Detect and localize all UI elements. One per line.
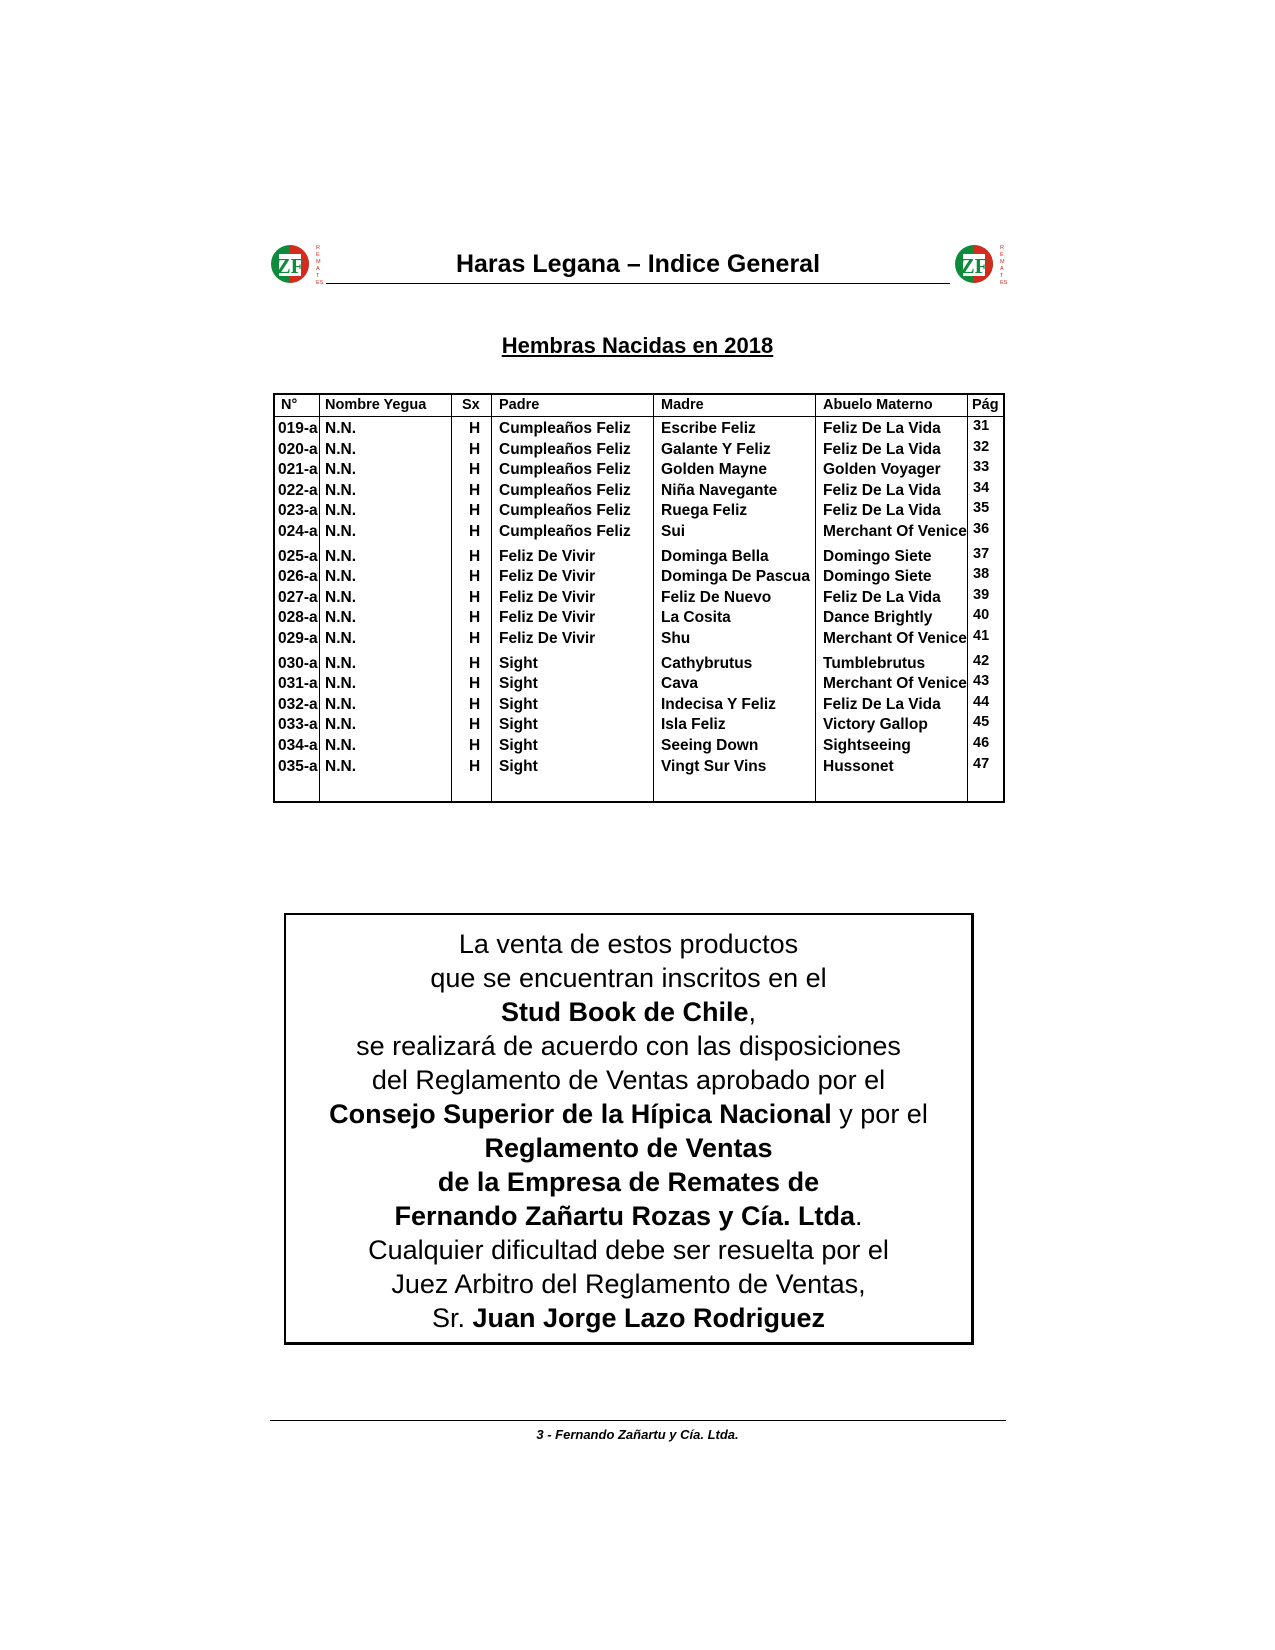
lot-number: 032-a [278, 695, 318, 713]
lot-number: 035-a [278, 757, 318, 775]
page-number: 42 [973, 652, 990, 669]
page-number: 40 [973, 607, 990, 624]
lot-number: 028-a [278, 609, 318, 627]
dam-name: Cava [661, 675, 699, 693]
lot-number: 023-a [278, 502, 318, 520]
sex: H [469, 588, 481, 606]
page-number: 39 [973, 586, 990, 603]
sire-name: Feliz De Vivir [499, 630, 596, 647]
maternal-grandsire: Feliz De La Vida [823, 420, 941, 437]
dam-name: Seeing Down [661, 737, 759, 754]
table-row [275, 674, 1003, 695]
svg-text:ES: ES [1000, 280, 1008, 286]
dam-name: Shu [661, 630, 691, 647]
maternal-grandsire: Hussonet [823, 757, 894, 775]
svg-text:R: R [316, 245, 320, 251]
sire-name: Cumpleaños Feliz [499, 523, 631, 540]
mare-name: N.N. [325, 757, 356, 775]
column-header: Pág [972, 397, 999, 413]
page-number: 33 [973, 459, 990, 476]
mare-name: N.N. [325, 630, 356, 647]
dam-name: Dominga Bella [661, 547, 769, 565]
column-header: N° [281, 397, 298, 413]
dam-name: Cathybrutus [661, 654, 753, 672]
svg-text:T: T [316, 273, 320, 279]
svg-text:E: E [316, 252, 320, 258]
mare-name: N.N. [325, 547, 356, 565]
dam-name: Sui [661, 523, 686, 540]
page-number: 45 [973, 714, 990, 731]
dam-name: Niña Navegante [661, 481, 778, 499]
index-table [273, 393, 1005, 803]
notice-line: del Reglamento de Ventas aprobado por el [371, 1065, 886, 1095]
svg-text:T: T [1000, 273, 1004, 279]
page-number: 44 [973, 693, 990, 710]
mare-name: N.N. [325, 523, 356, 540]
lot-number: 024-a [278, 523, 318, 540]
page-footer: 3 - Fernando Zañartu y Cía. Ltda. [536, 1427, 739, 1442]
sire-name: Cumpleaños Feliz [499, 420, 631, 437]
remates-logo [954, 240, 1006, 288]
mare-name: N.N. [325, 481, 356, 499]
lot-number: 019-a [278, 420, 318, 437]
sex: H [469, 630, 481, 647]
sire-name: Feliz De Vivir [499, 588, 596, 606]
mare-name: N.N. [325, 461, 356, 479]
sex: H [469, 757, 481, 775]
lot-number: 031-a [278, 675, 318, 693]
dam-name: Vingt Sur Vins [661, 757, 767, 775]
mare-name: N.N. [325, 502, 356, 520]
lot-number: 030-a [278, 654, 318, 672]
table-row [275, 695, 1003, 716]
mare-name: N.N. [325, 568, 356, 586]
sire-name: Sight [499, 695, 538, 713]
table-row [275, 419, 1003, 440]
svg-text:M: M [316, 259, 321, 265]
lot-number: 020-a [278, 440, 318, 458]
notice-line: Reglamento de Ventas [484, 1133, 773, 1163]
maternal-grandsire: Feliz De La Vida [823, 588, 941, 606]
svg-text:A: A [1000, 266, 1004, 272]
notice-line: La venta de estos productos [458, 929, 799, 959]
notice-line: de la Empresa de Remates de [437, 1167, 820, 1197]
svg-text:E: E [1000, 252, 1004, 258]
notice-line: Sr. Juan Jorge Lazo Rodriguez [431, 1303, 826, 1333]
lot-number: 033-a [278, 716, 318, 734]
sex: H [469, 654, 481, 672]
notice-line: que se encuentran inscritos en el [430, 963, 827, 993]
sire-name: Cumpleaños Feliz [499, 502, 631, 520]
sex: H [469, 461, 481, 479]
notice-line: se realizará de acuerdo con las disposiciones [356, 1031, 901, 1061]
svg-text:M: M [1000, 259, 1005, 265]
table-row [275, 654, 1003, 675]
svg-text:R: R [1000, 245, 1004, 251]
dam-name: Golden Mayne [661, 461, 767, 479]
lot-number: 025-a [278, 547, 318, 565]
page-number: 34 [973, 479, 990, 496]
sire-name: Feliz De Vivir [499, 568, 596, 586]
table-row [275, 440, 1003, 461]
maternal-grandsire: Feliz De La Vida [823, 481, 941, 499]
mare-name: N.N. [325, 695, 356, 713]
svg-text:ES: ES [316, 280, 324, 286]
table-row [275, 481, 1003, 502]
page-title: Haras Legana – Indice General [455, 250, 821, 278]
sire-name: Cumpleaños Feliz [499, 461, 631, 479]
mare-name: N.N. [325, 609, 356, 627]
page-number: 31 [973, 418, 990, 434]
remates-logo [270, 240, 322, 288]
svg-text:ZF: ZF [960, 254, 988, 278]
dam-name: Escribe Feliz [661, 420, 756, 437]
notice-line: Cualquier dificultad debe ser resuelta por el [368, 1235, 889, 1265]
maternal-grandsire: Feliz De La Vida [823, 502, 941, 520]
sex: H [469, 440, 481, 458]
page-number: 47 [973, 755, 990, 772]
mare-name: N.N. [325, 716, 356, 734]
column-header: Sx [462, 397, 480, 413]
column-header: Abuelo Materno [823, 397, 933, 413]
svg-text:A: A [316, 266, 320, 272]
page-number: 37 [973, 545, 990, 562]
sex: H [469, 502, 481, 520]
table-row [275, 588, 1003, 609]
dam-name: Feliz De Nuevo [661, 588, 772, 606]
dam-name: Galante Y Feliz [661, 440, 771, 458]
dam-name: Dominga De Pascua [661, 568, 811, 586]
sire-name: Feliz De Vivir [499, 547, 596, 565]
section-heading: Hembras Nacidas en 2018 [501, 333, 774, 358]
sale-notice-box [284, 913, 974, 1345]
sire-name: Sight [499, 737, 538, 754]
maternal-grandsire: Merchant Of Venice [823, 630, 967, 647]
maternal-grandsire: Tumblebrutus [823, 654, 926, 672]
table-row [275, 757, 1003, 778]
dam-name: Indecisa Y Feliz [661, 695, 776, 713]
lot-number: 022-a [278, 481, 318, 499]
sire-name: Feliz De Vivir [499, 609, 596, 627]
header-divider [326, 283, 950, 284]
page-number: 35 [973, 500, 990, 517]
dam-name: Ruega Feliz [661, 502, 748, 520]
sire-name: Cumpleaños Feliz [499, 440, 631, 458]
lot-number: 026-a [278, 568, 318, 586]
table-row [275, 715, 1003, 736]
lot-number: 034-a [278, 737, 318, 754]
header-divider [275, 416, 1003, 417]
page-number: 46 [973, 735, 990, 751]
table-row [275, 547, 1003, 568]
page-number: 43 [973, 673, 990, 690]
notice-line: Consejo Superior de la Hípica Nacional y por el [329, 1099, 928, 1129]
column-header: Padre [499, 397, 540, 413]
page-number: 41 [973, 628, 990, 644]
table-row [275, 460, 1003, 481]
table-row [275, 629, 1003, 650]
sex: H [469, 420, 481, 437]
mare-name: N.N. [325, 420, 356, 437]
table-row [275, 736, 1003, 757]
page-number: 36 [973, 521, 990, 537]
maternal-grandsire: Domingo Siete [823, 568, 932, 586]
lot-number: 027-a [278, 588, 318, 606]
maternal-grandsire: Golden Voyager [823, 461, 941, 479]
mare-name: N.N. [325, 440, 356, 458]
notice-line: Stud Book de Chile, [500, 997, 757, 1027]
mare-name: N.N. [325, 588, 356, 606]
svg-text:ZF: ZF [276, 254, 304, 278]
maternal-grandsire: Merchant Of Venice [823, 675, 967, 693]
notice-line: Juez Arbitro del Reglamento de Ventas, [391, 1269, 866, 1299]
dam-name: Isla Feliz [661, 716, 726, 734]
lot-number: 021-a [278, 461, 318, 479]
page-header [270, 240, 1006, 290]
sex: H [469, 695, 481, 713]
table-row [275, 608, 1003, 629]
maternal-grandsire: Dance Brightly [823, 609, 933, 627]
sire-name: Cumpleaños Feliz [499, 481, 631, 499]
sex: H [469, 568, 481, 586]
maternal-grandsire: Feliz De La Vida [823, 440, 941, 458]
sex: H [469, 547, 481, 565]
sire-name: Sight [499, 716, 538, 734]
mare-name: N.N. [325, 737, 356, 754]
column-header: Nombre Yegua [325, 397, 427, 413]
sex: H [469, 716, 481, 734]
column-header: Madre [661, 397, 704, 413]
sex: H [469, 675, 481, 693]
sex: H [469, 737, 481, 754]
table-row [275, 501, 1003, 522]
sex: H [469, 609, 481, 627]
sire-name: Sight [499, 654, 538, 672]
maternal-grandsire: Sightseeing [823, 737, 911, 754]
maternal-grandsire: Victory Gallop [823, 716, 928, 734]
maternal-grandsire: Feliz De La Vida [823, 695, 941, 713]
notice-line: Fernando Zañartu Rozas y Cía. Ltda. [394, 1201, 863, 1231]
table-row [275, 522, 1003, 543]
mare-name: N.N. [325, 654, 356, 672]
sex: H [469, 523, 481, 540]
maternal-grandsire: Merchant Of Venice [823, 523, 967, 540]
table-row [275, 567, 1003, 588]
sire-name: Sight [499, 757, 538, 775]
dam-name: La Cosita [661, 609, 731, 627]
page-number: 32 [973, 438, 990, 455]
lot-number: 029-a [278, 630, 318, 647]
mare-name: N.N. [325, 675, 356, 693]
page-number: 38 [973, 566, 990, 583]
footer-divider [270, 1420, 1006, 1421]
sex: H [469, 481, 481, 499]
maternal-grandsire: Domingo Siete [823, 547, 932, 565]
sire-name: Sight [499, 675, 538, 693]
